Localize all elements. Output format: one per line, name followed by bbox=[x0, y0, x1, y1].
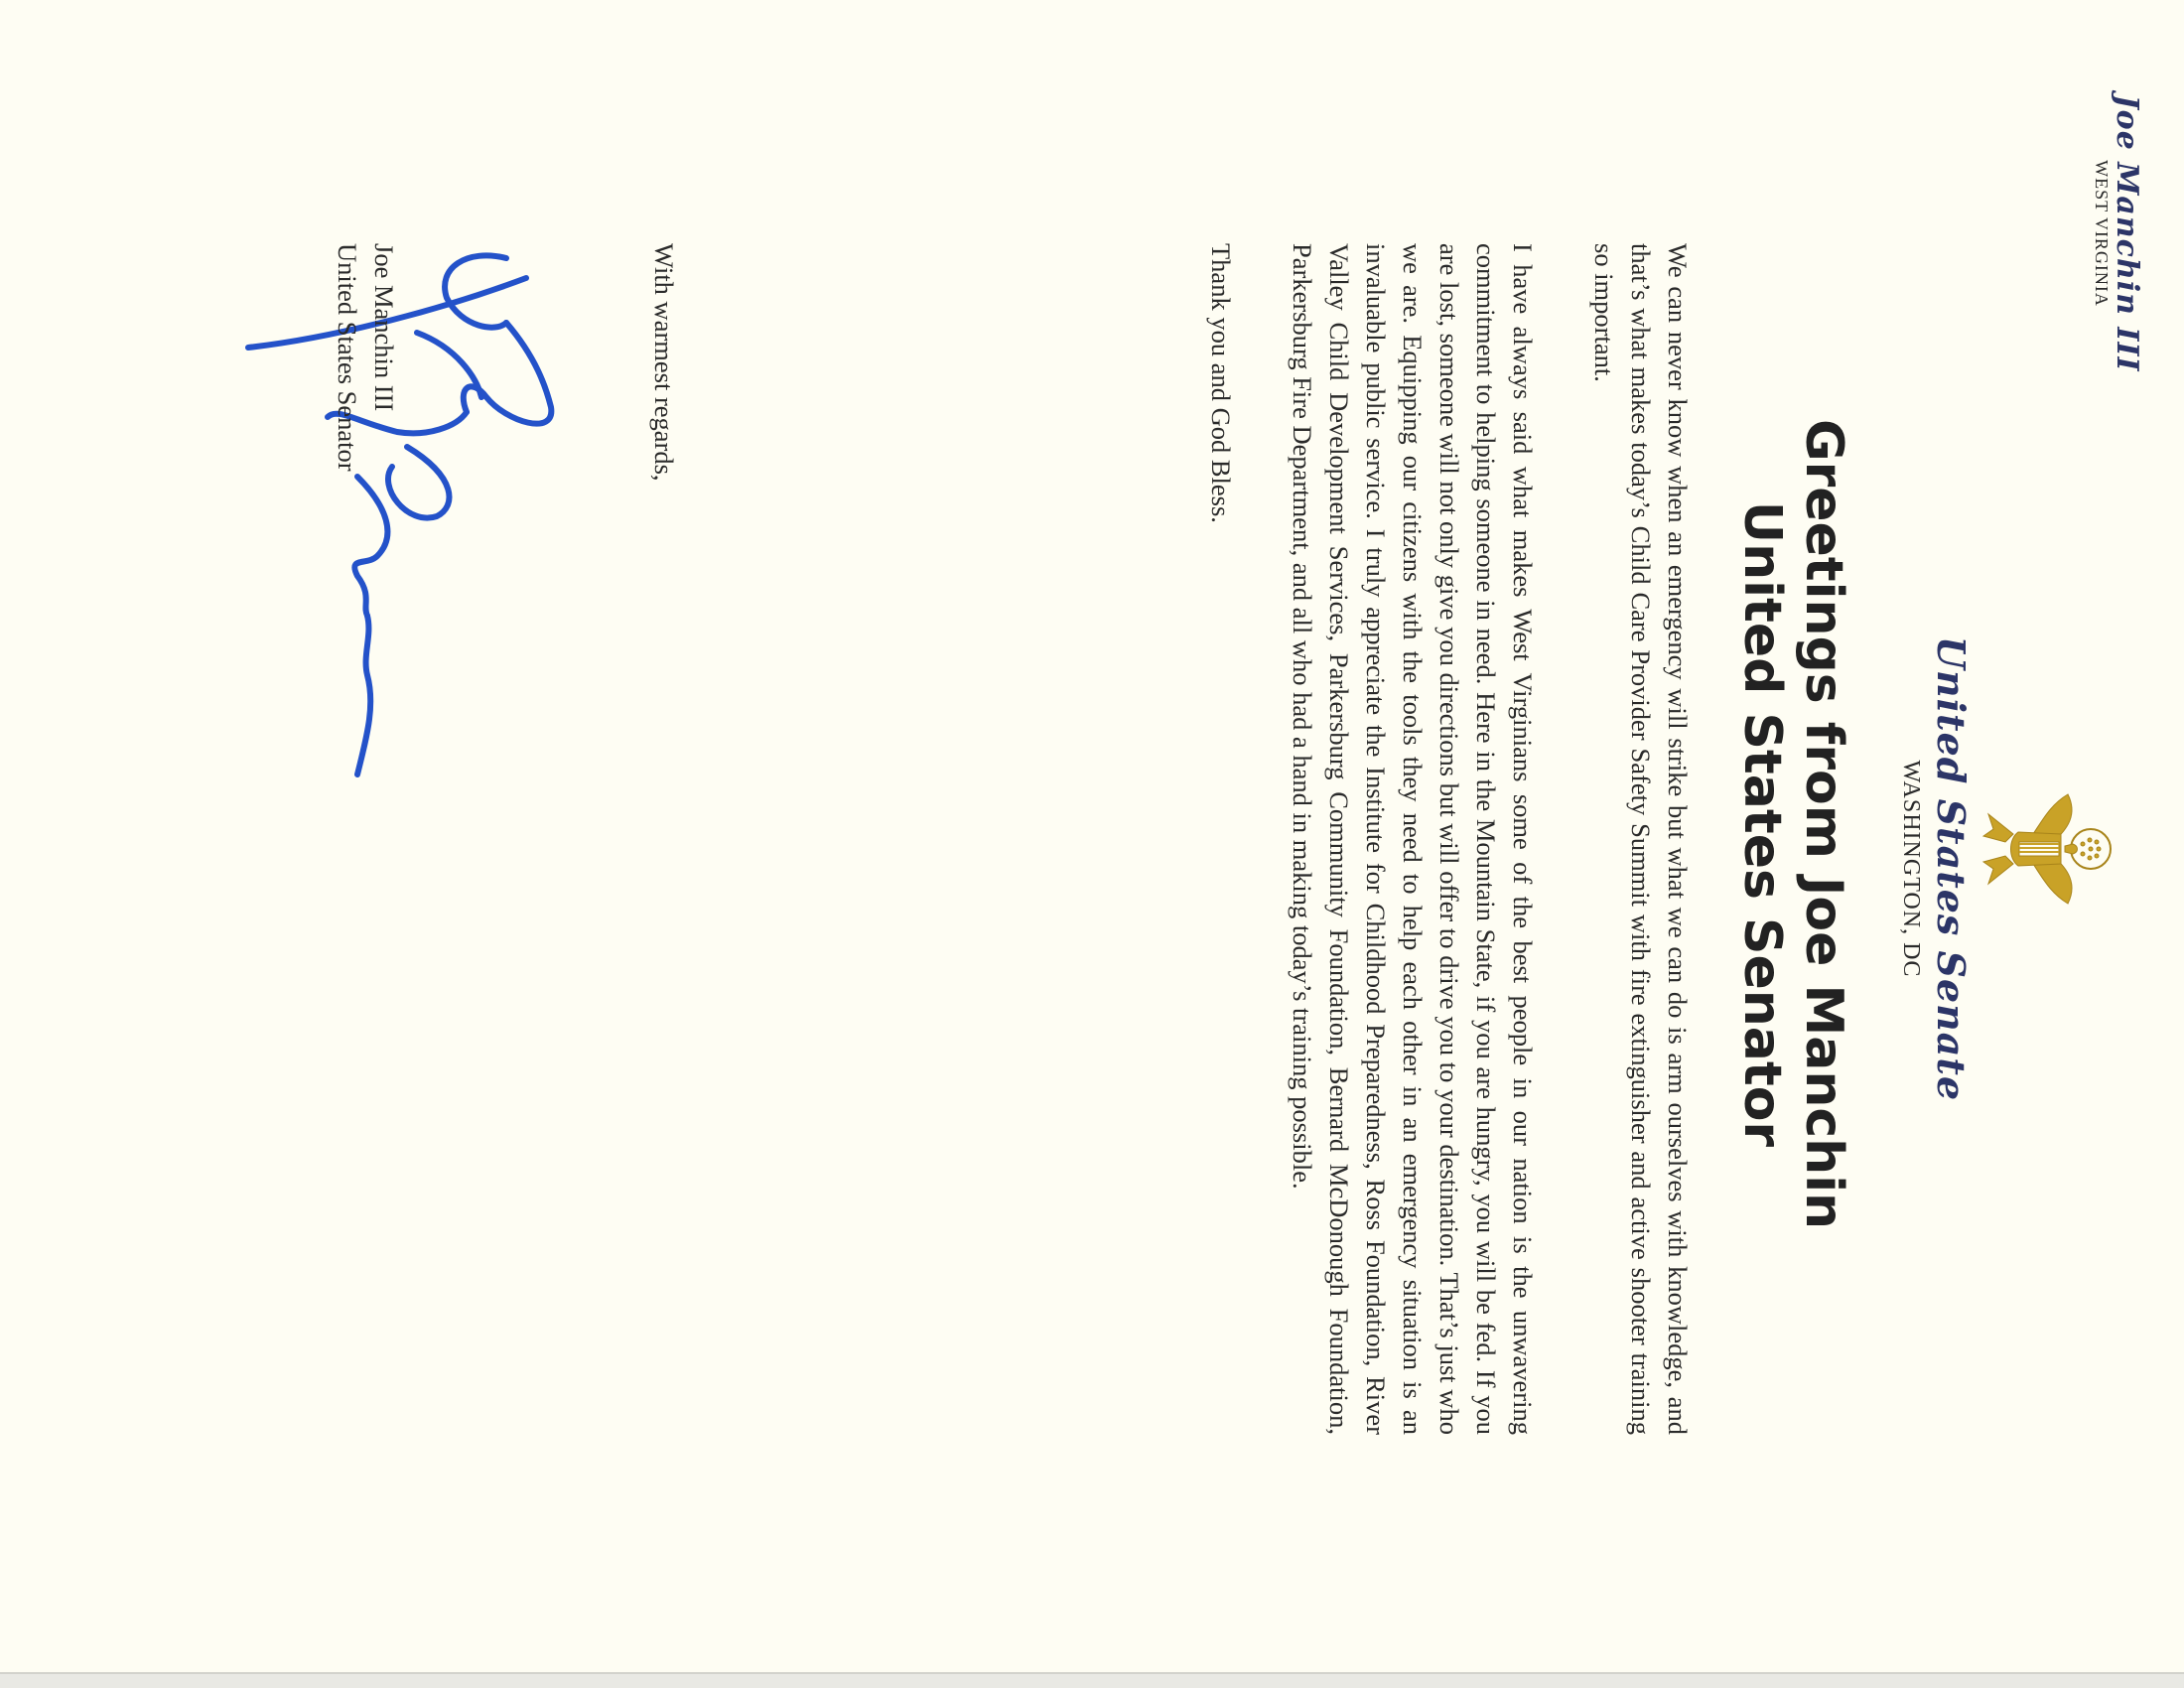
senate-city: WASHINGTON, DC bbox=[1898, 760, 1924, 978]
closing: With warmest regards, bbox=[649, 243, 679, 482]
sender-state: WEST VIRGINIA bbox=[2092, 160, 2112, 307]
title-line-2: United States Senator bbox=[1732, 500, 1792, 1148]
title-line-1: Greetings from Joe Manchin bbox=[1794, 418, 1853, 1230]
paragraph-3: Thank you and God Bless. bbox=[1206, 243, 1236, 523]
senate-name: United States Senate bbox=[1929, 635, 1974, 1102]
letter-body bbox=[1158, 243, 1696, 1435]
scan-bottom-edge bbox=[0, 1672, 2184, 1688]
letter-title bbox=[1731, 238, 1854, 1410]
signer-name: Joe Manchin III bbox=[369, 243, 399, 412]
sender-name: Joe Manchin III bbox=[2110, 94, 2144, 372]
paragraph-1: We can never know when an emergency will strike but what we can do is arm ourselves with knowledge, and that’s what makes today’s Child Care Provider Safety Summit with fire extinguisher and active shooter training so important. bbox=[1589, 243, 1693, 1435]
sender-letterhead bbox=[2091, 84, 2144, 382]
senate-seal-icon bbox=[1974, 774, 2122, 923]
signer-title: United States Senator bbox=[333, 243, 362, 472]
paragraph-2: I have always said what makes West Virginians some of the best people in our nation is the unwavering commitment to helping someone in need. Here in the Mountain State, if you are hungry, you will be fed. If you are lost, someone will not only give you directions but will offer to drive you to your destination. That’s just who we are. Equipping our citizens with the tools they need to help each other in an emergency situation is an invaluable public service. I truly appreciate the Institute for Childhood Preparedness, Ross Foundation, River Valley Child Development Services, Parkersburg Community Foundation, Bernard McDonough Foundation, Parkersburg Fire Department, and all who had a hand in making today’s training possible. bbox=[1288, 243, 1538, 1435]
signature-icon bbox=[238, 238, 566, 794]
